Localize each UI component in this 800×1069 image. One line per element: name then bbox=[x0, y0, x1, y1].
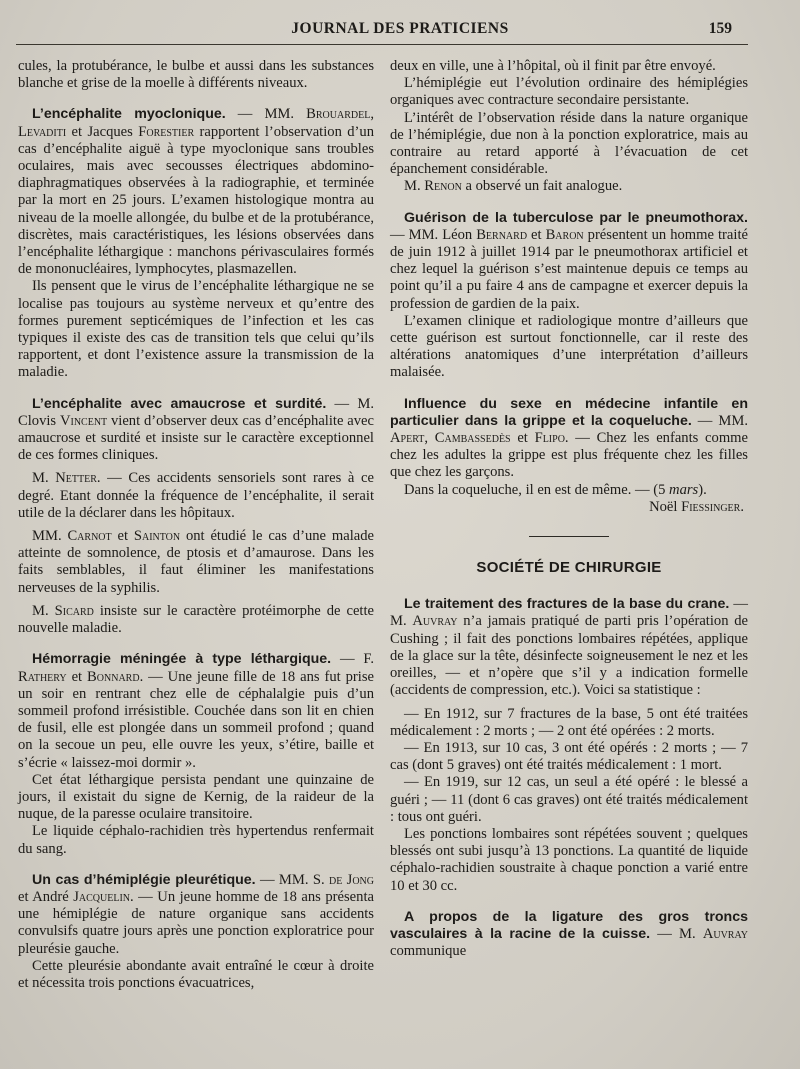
author-name: Auvray bbox=[412, 613, 458, 630]
page-number: 159 bbox=[708, 20, 732, 37]
author-name: Baron bbox=[545, 226, 584, 243]
author-name: Flipo bbox=[534, 430, 565, 447]
statistic-item: — En 1919, sur 12 cas, un seul a été opéré : le blessé a guéri ; — 11 (dont 6 cas graves) ont été traités médicalement : tous ont guéri. bbox=[390, 774, 748, 825]
article-title: A propos de la ligature des gros troncs vasculaires à la racine de la cuisse. bbox=[390, 908, 748, 942]
article-title: L’encéphalite avec amaucrose et surdité. bbox=[32, 395, 327, 412]
paragraph: Ils pensent que le virus de l’encéphalite léthargique ne se localise pas toujours au système nerveux et qu’entre des formes purement septicémiques de l’infection et les cas typiques il existe des cas de transition tels que celui qu’ils rapportent, et dont l’existence assure la transmission de la maladie. bbox=[18, 278, 374, 381]
paragraph: deux en ville, une à l’hôpital, où il finit par être envoyé. bbox=[390, 58, 716, 74]
article-hemorragie-meningee: Hémorragie méningée à type léthargique. — F. Rathery et Bonnard. — Une jeune fille de 18 ans fut prise un soir en rentrant chez elle de céphalalgie puis d’un sommeil profond irrésistible. Couchée dans son lit en chien de fusil, elle est plongée dans un sommeil profond ; quand on la secoue un peu, elle ouvre les yeux, s’étire, baille et s’écrie « laissez-moi dormir ». bbox=[18, 651, 374, 771]
article-title: Le traitement des fractures de la base du crane. bbox=[404, 596, 730, 613]
article-ligature: A propos de la ligature des gros troncs vasculaires à la racine de la cuisse. — M. Auvray communique bbox=[390, 908, 748, 960]
article-encephalite-myoclonique: L’encéphalite myoclonique. — MM. Brouardel, Levaditi et Jacques Forestier rapportent l’observation d’un cas d’encéphalite aiguë à type myoclonique sans troubles oculaires, mais avec secousses électriques abdomino-diaphragmatiques observées à la radiographie, et terminée par la mort en 25 jours. L’examen histologique montra au niveau de la moelle allongée, du bulbe et de la protubérance, discrètes, mais caractéristiques, les lésions observées dans l’encéphalite léthargique : manchons périvasculaires formés de mononucléaires, lymphocytes, plasmazellen. bbox=[18, 106, 374, 278]
author-name: Sicard bbox=[54, 602, 94, 619]
statistic-item: — En 1912, sur 7 fractures de la base, 5 ont été traitées médicalement : 2 morts ; — 2 ont été opérées : 2 morts. bbox=[390, 705, 748, 739]
statistic-item: — En 1913, sur 10 cas, 3 ont été opérés : 2 morts ; — 7 cas (dont 5 graves) ont été traités médicalement : 1 mort. bbox=[390, 739, 748, 774]
article-title: L’encéphalite myoclonique. bbox=[32, 106, 226, 123]
author-name: Bernard bbox=[476, 226, 528, 243]
article-influence-sexe: Influence du sexe en médecine infantile en particulier dans la grippe et la coqueluche. — MM. Apert, Cambassedès et Flipo. — Chez les enfants comme chez les adultes la grippe est plus fréquente chez les filles que chez les garçons. bbox=[390, 395, 748, 481]
article-title: Un cas d’hémiplégie pleurétique. bbox=[32, 871, 256, 888]
author-name: Brouardel bbox=[306, 106, 371, 123]
author-name: Sainton bbox=[133, 528, 181, 545]
paragraph: M. Sicard insiste sur le caractère protéimorphe de cette nouvelle maladie. bbox=[18, 602, 375, 637]
signature: Noël Fiessinger. bbox=[649, 498, 744, 515]
running-title: JOURNAL DES PRATICIENS bbox=[291, 20, 509, 37]
paragraph: MM. Carnot et Sainton ont étudié le cas d’une malade atteinte de somnolence, de ptosis et d’amaurose. Dans les faits semblables, il faut éliminer les manifestations nerveuses de la syphilis. bbox=[18, 528, 374, 596]
article-title: Guérison de la tuberculose par le pneumothorax. bbox=[404, 209, 748, 226]
article-hemiplegie-pleuretique: Un cas d’hémiplégie pleurétique. — MM. S. de Jong et André Jacquelin. — Un jeune homme de 18 ans présenta une hémiplégie de nature organique sans accidents convulsifs quatre jours après une ponction exploratrice pour pleurésie gauche. bbox=[18, 871, 374, 957]
article-title: Influence du sexe en médecine infantile en particulier dans la grippe et la coqueluche. bbox=[390, 395, 748, 429]
article-fractures-crane: Le traitement des fractures de la base du crane. — M. Auvray n’a jamais pratiqué de parti pris l’opération de Cushing ; il fait des ponctions lombaires répétées, applique de la glace sur la tête, désinfecte soigneusement le nez et les oreilles, — et n’opère que s’il y a indication formelle (accidents de compression, etc.). Voici sa statistique : bbox=[390, 596, 748, 699]
header-rule bbox=[16, 44, 748, 45]
section-title: SOCIÉTÉ DE CHIRURGIE bbox=[476, 559, 662, 577]
right-column bbox=[390, 58, 748, 960]
article-pneumothorax: Guérison de la tuberculose par le pneumothorax. — MM. Léon Bernard et Baron présentent un homme traité de juin 1912 à juillet 1914 par le pneumothorax artificiel et chez lequel la guérison s’est maintenue depuis ce temps au point qu’il a pu faire 4 ans de campagne et exercer depuis la profession de gardien de la paix. bbox=[390, 209, 748, 312]
paragraph: M. Netter. — Ces accidents sensoriels sont rares à ce degré. Etant donnée la fréquence de l’encéphalite, il serait utile de la déclarer dans les hôpitaux. bbox=[18, 470, 374, 521]
author-name: Carnot bbox=[67, 528, 112, 545]
paragraph: L’intérêt de l’observation réside dans la nature organique de l’hémiplégie, due non à la ponction exploratrice, mais au contraire au retard apporté à l’évacuation de cet épanchement considérable. bbox=[390, 109, 748, 178]
paragraph: M. Renon a observé un fait analogue. bbox=[404, 178, 623, 195]
author-name: Bonnard bbox=[87, 668, 140, 685]
author-name: Auvray bbox=[702, 925, 748, 942]
author-name: Levaditi bbox=[18, 123, 67, 140]
author-name: de Jong bbox=[328, 871, 374, 888]
paragraph: L’examen clinique et radiologique montre d’ailleurs que cette guérison est surtout fonctionnelle, car il reste des altérations anatomiques d’une interprétation d’ailleurs malaisée. bbox=[390, 312, 748, 381]
author-name: Rathery bbox=[18, 668, 67, 685]
paragraph: Le liquide céphalo-rachidien très hypertendus renfermait du sang. bbox=[18, 823, 374, 857]
author-name: Cambassedès bbox=[434, 430, 511, 447]
article-title: Hémorragie méningée à type léthargique. bbox=[32, 651, 332, 668]
left-column bbox=[18, 58, 374, 992]
paragraph: Les ponctions lombaires sont répétées souvent ; quelques blessés ont subi jusqu’à 13 ponctions. La quantité de liquide céphalo-rachidien soustraite à chaque ponction a varié entre 10 et 30 cc. bbox=[390, 825, 748, 894]
author-name: Netter bbox=[55, 470, 97, 487]
paragraph: Cette pleurésie abondante avait entraîné le cœur à droite et nécessita trois ponctions évacuatrices, bbox=[18, 957, 374, 991]
page-header bbox=[0, 18, 800, 44]
paragraph: Dans la coqueluche, il en est de même. — (5 mars). bbox=[404, 481, 707, 498]
author-name: Jacquelin bbox=[73, 888, 131, 905]
author-name: Apert bbox=[390, 430, 425, 447]
paragraph: Cet état léthargique persista pendant une quinzaine de jours, il existait du signe de Kernig, de la raideur de la nuque, de la paresse oculaire transitoire. bbox=[18, 771, 374, 823]
author-name: Vincent bbox=[59, 412, 108, 429]
author-name: Forestier bbox=[138, 123, 195, 140]
paragraph: cules, la protubérance, le bulbe et aussi dans les substances blanche et grise de la moelle à différents niveaux. bbox=[18, 58, 374, 92]
section-divider bbox=[529, 536, 609, 537]
article-encephalite-amaucrose: L’encéphalite avec amaucrose et surdité. — M. Clovis Vincent vient d’observer deux cas d’encéphalite avec amaucrose et surdité et insiste sur le caractère exceptionnel de ces formes cliniques. bbox=[18, 395, 375, 464]
paragraph: L’hémiplégie eut l’évolution ordinaire des hémiplégies organiques avec contracture secondaire persistante. bbox=[390, 75, 748, 109]
author-name: Renon bbox=[424, 178, 462, 195]
